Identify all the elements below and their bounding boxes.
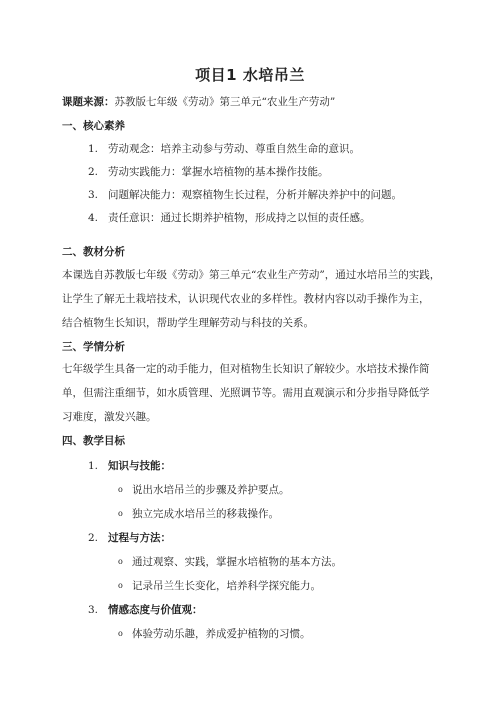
sub-item-text: 独立完成水培吊兰的移栽操作。: [132, 508, 279, 520]
list-item: [88, 165, 329, 179]
item-text: 劳动实践能力：掌握水培植物的基本操作技能。: [108, 166, 329, 178]
goal-label: 情感态度与价值观：: [108, 604, 203, 616]
paragraph-line: 本课选自苏教版七年级《劳动》第三单元“农业生产劳动”，通过水培吊兰的实践，: [62, 269, 441, 281]
item-number: 3.: [88, 189, 99, 201]
sub-item-text: 说出水培吊兰的步骤及养护要点。: [132, 484, 290, 496]
circle-bullet-icon: o: [118, 509, 123, 518]
list-item: [88, 188, 402, 202]
goal-number: 1.: [88, 460, 99, 472]
circle-bullet-icon: o: [118, 485, 123, 494]
page-title: 项目1 水培吊兰: [195, 66, 305, 84]
paragraph-line: 结合植物生长知识，帮助学生理解劳动与科技的关系。: [62, 317, 314, 329]
sub-item: [118, 579, 321, 593]
circle-bullet-icon: o: [118, 629, 123, 638]
source-label: 课题来源：: [62, 96, 115, 108]
list-item: [88, 211, 371, 225]
sub-item-text: 记录吊兰生长变化，培养科学探究能力。: [132, 580, 321, 592]
circle-bullet-icon: o: [118, 557, 123, 566]
circle-bullet-icon: o: [118, 581, 123, 590]
sub-item-text: 通过观察、实践，掌握水培植物的基本方法。: [132, 556, 342, 568]
goal-item: [88, 603, 203, 617]
paragraph-line: 让学生了解无土栽培技术，认识现代农业的多样性。教材内容以动手操作为主，: [62, 293, 430, 305]
source-text: 苏教版七年级《劳动》第三单元“农业生产劳动”: [114, 96, 336, 108]
section-heading-student-analysis: 三、学情分析: [62, 341, 125, 353]
sub-item-text: 体验劳动乐趣，养成爱护植物的习惯。: [132, 628, 311, 640]
goal-number: 3.: [88, 604, 99, 616]
item-number: 1.: [88, 143, 99, 155]
section-heading-textbook-analysis: 二、教材分析: [62, 246, 125, 258]
item-number: 4.: [88, 212, 99, 224]
goal-label: 过程与方法：: [108, 532, 171, 544]
sub-item: [118, 507, 279, 521]
item-text: 问题解决能力：观察植物生长过程，分析并解决养护中的问题。: [108, 189, 402, 201]
sub-item: [118, 555, 342, 569]
item-text: 劳动观念：培养主动参与劳动、尊重自然生命的意识。: [108, 143, 360, 155]
goal-item: [88, 531, 171, 545]
item-text: 责任意识：通过长期养护植物，形成持之以恒的责任感。: [108, 212, 371, 224]
source-line: [62, 95, 335, 109]
item-number: 2.: [88, 166, 99, 178]
goal-label: 知识与技能：: [108, 460, 171, 472]
section-heading-core-literacy: 一、核心素养: [62, 120, 125, 132]
paragraph-line: 七年级学生具备一定的动手能力，但对植物生长知识了解较少。水培技术操作简: [62, 363, 430, 375]
list-item: [88, 142, 360, 156]
paragraph-line: 习难度，激发兴趣。: [62, 411, 157, 423]
sub-item: [118, 483, 290, 497]
goal-number: 2.: [88, 532, 99, 544]
goal-item: [88, 459, 171, 473]
section-heading-teaching-goals: 四、教学目标: [62, 435, 125, 447]
sub-item: [118, 627, 311, 641]
paragraph-line: 单，但需注重细节，如水质管理、光照调节等。需用直观演示和分步指导降低学: [62, 387, 430, 399]
